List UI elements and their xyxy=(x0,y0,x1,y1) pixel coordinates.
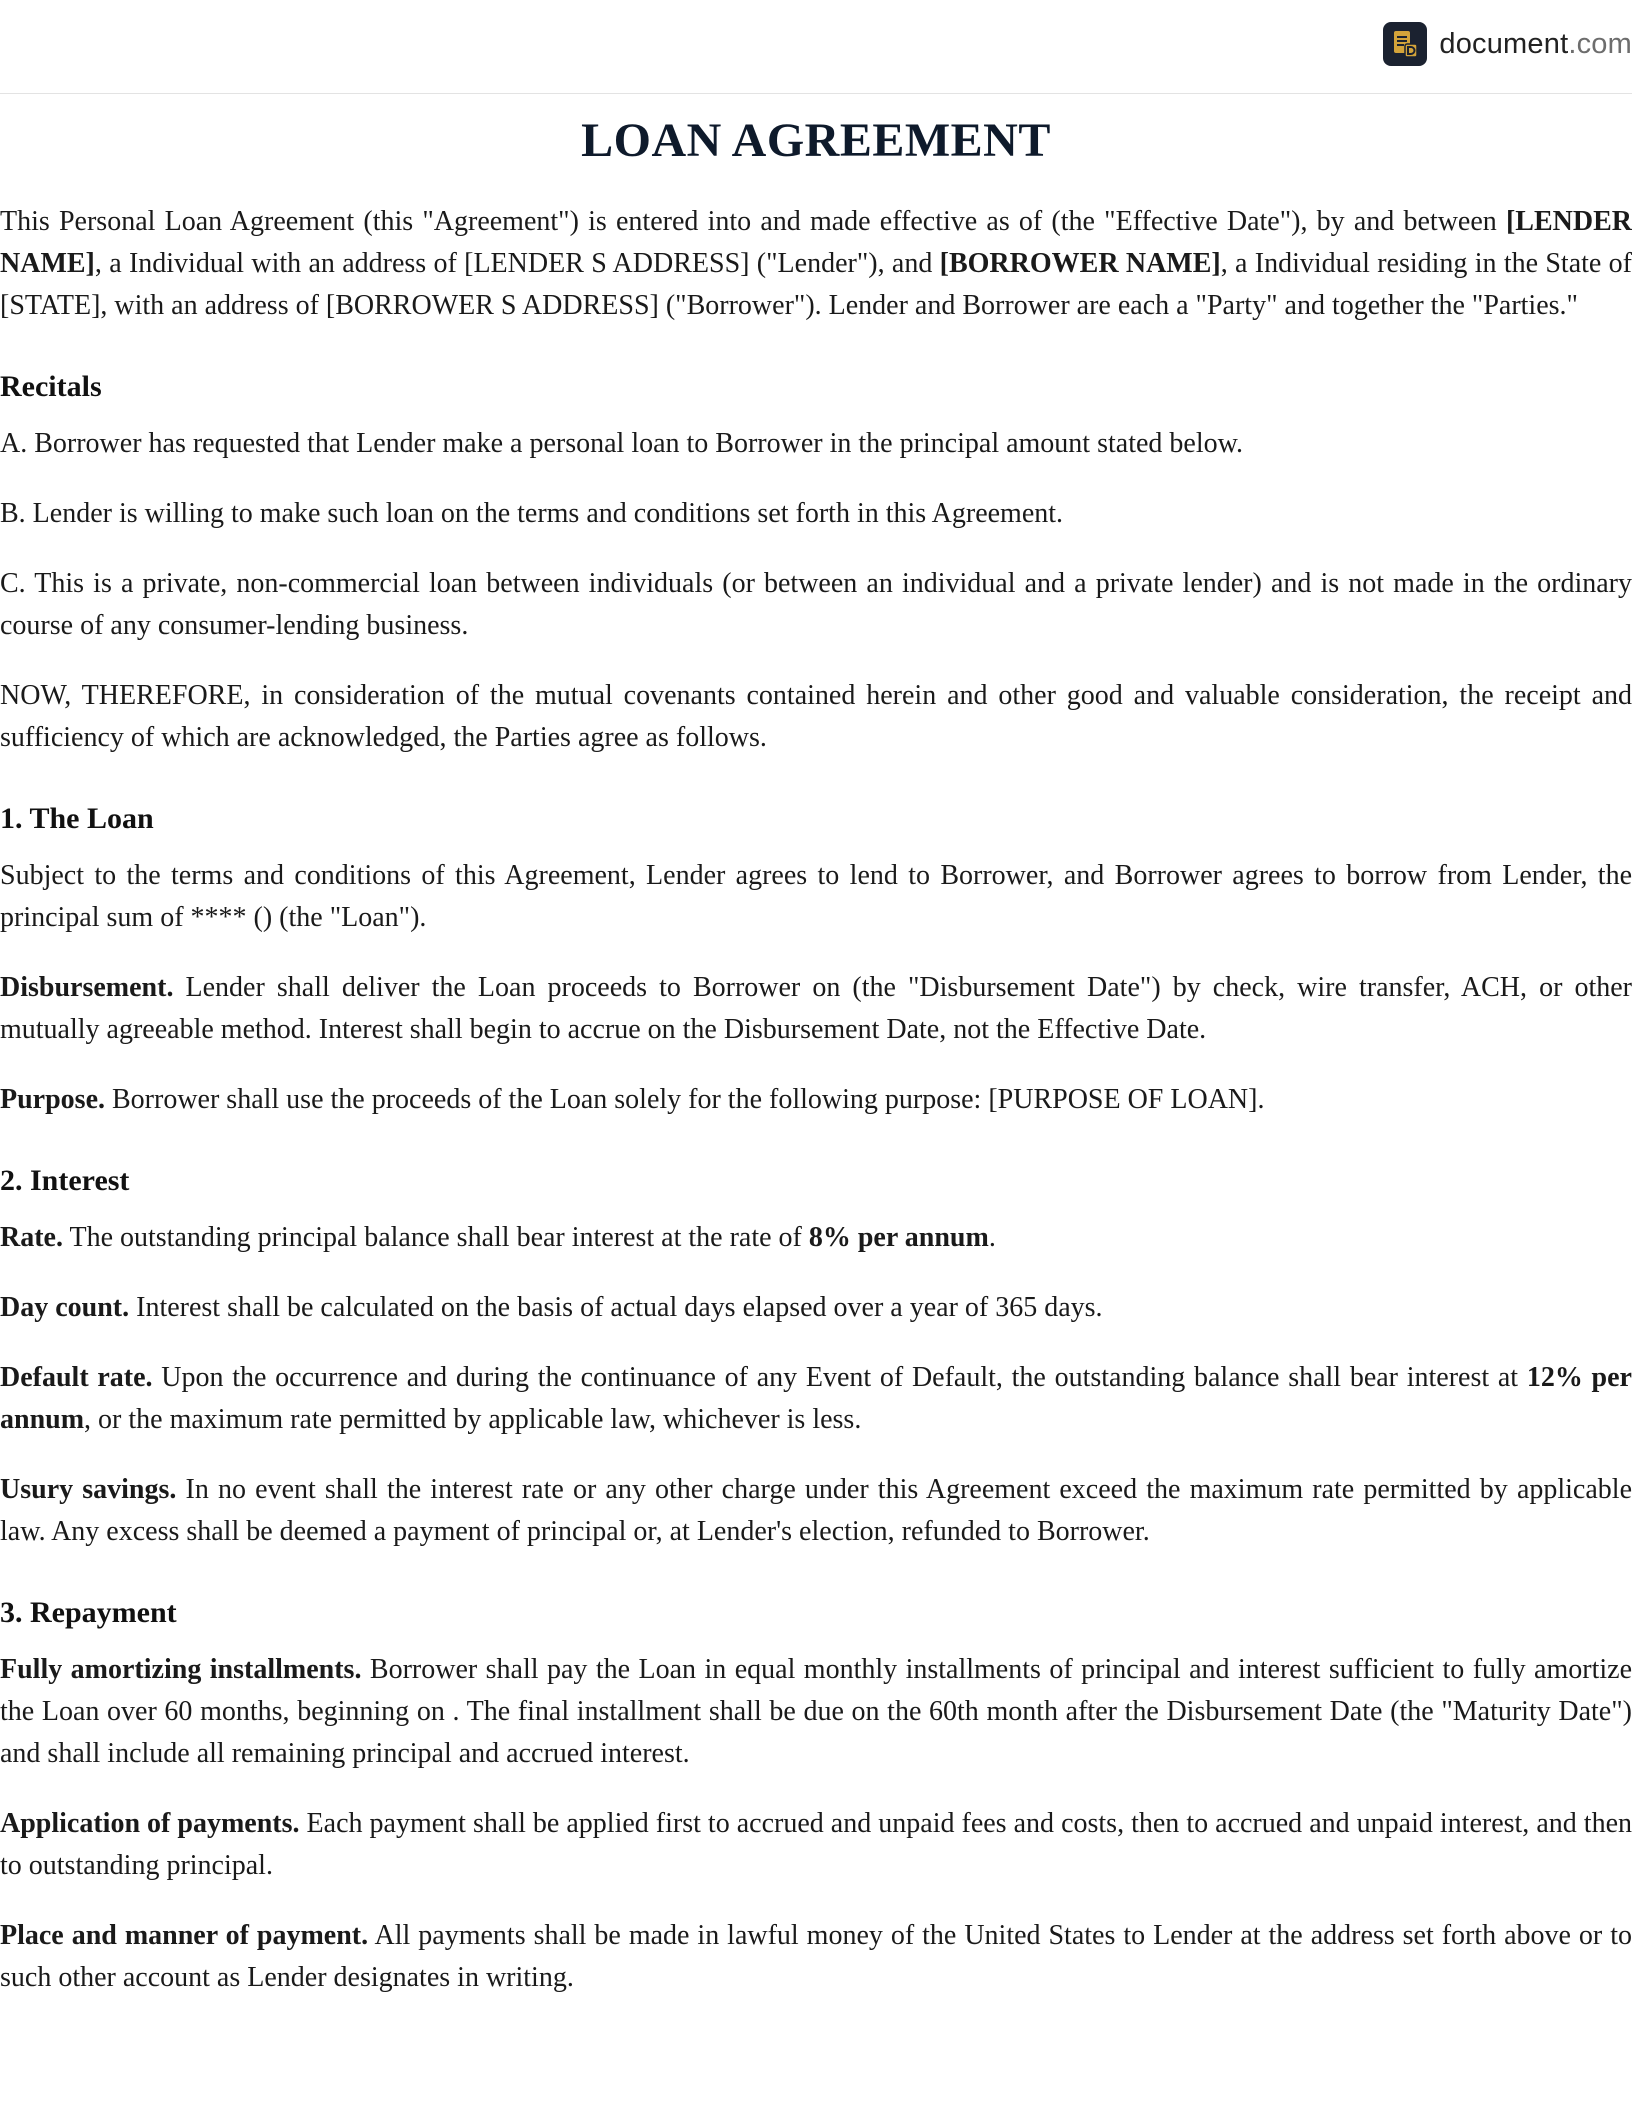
application-paragraph xyxy=(0,1803,1632,1887)
rate-paragraph xyxy=(0,1217,1632,1259)
borrower-name: [BORROWER NAME] xyxy=(939,248,1221,279)
disbursement-label: Disbursement. xyxy=(0,972,174,1003)
rate-text: The outstanding principal balance shall bear interest at the rate of xyxy=(62,1222,809,1253)
loan-paragraph: Subject to the terms and conditions of this Agreement, Lender agrees to lend to Borrower, and Borrower agrees to borrow from Lender, the principal sum of **** () (the "Loan"). xyxy=(0,860,1632,933)
application-text: Each payment shall be applied first to accrued and unpaid fees and costs, then to accrued and unpaid interest, and then to outstanding principal. xyxy=(0,1808,1632,1881)
intro-paragraph xyxy=(0,201,1632,327)
place-manner-text: All payments shall be made in lawful money of the United States to Lender at the address set forth above or to such other account as Lender designates in writing. xyxy=(0,1920,1632,1993)
default-rate-paragraph xyxy=(0,1357,1632,1441)
disbursement-text: Lender shall deliver the Loan proceeds to Borrower on (the "Disbursement Date") by check, wire transfer, ACH, or other mutually agreeable method. Interest shall begin to accrue on the Disbursement Date, not the Effective Date. xyxy=(0,972,1632,1045)
document-body xyxy=(0,93,1632,1999)
default-rate-label: Default rate. xyxy=(0,1362,153,1393)
brand-name-tld: .com xyxy=(1568,27,1632,60)
place-manner-label: Place and manner of payment. xyxy=(0,1920,369,1951)
intro-text-1: This Personal Loan Agreement (this "Agreement") is entered into and made effective as of (the "Effective Date"), by and between xyxy=(0,206,1506,237)
top-bar xyxy=(0,0,1632,94)
recital-a: A. Borrower has requested that Lender make a personal loan to Borrower in the principal amount stated below. xyxy=(0,428,1244,459)
interest-heading: 2. Interest xyxy=(0,1164,130,1197)
installments-label: Fully amortizing installments. xyxy=(0,1654,362,1685)
day-count-label: Day count. xyxy=(0,1292,130,1323)
default-rate-text: Upon the occurrence and during the continuance of any Event of Default, the outstanding balance shall bear interest at xyxy=(152,1362,1527,1393)
brand[interactable] xyxy=(1383,22,1632,66)
day-count-paragraph xyxy=(0,1287,1632,1329)
usury-paragraph xyxy=(0,1469,1632,1553)
brand-name xyxy=(1439,28,1632,61)
default-rate-end: , or the maximum rate permitted by applicable law, whichever is less. xyxy=(84,1404,862,1435)
recitals-heading: Recitals xyxy=(0,370,102,403)
rate-end: . xyxy=(988,1222,996,1253)
repayment-heading: 3. Repayment xyxy=(0,1596,177,1629)
intro-text-3: , a Individual residing in the State of [STATE], with an address of [BORROWER S ADDRESS] ("Borrower"). Lender and Borrower are each a "Party" and together the "Parties." xyxy=(0,248,1632,321)
place-manner-paragraph xyxy=(0,1915,1632,1999)
document-logo-icon xyxy=(1383,22,1427,66)
installments-text: Borrower shall pay the Loan in equal monthly installments of principal and interest sufficient to fully amortize the Loan over 60 months, beginning on . The final installment shall be due on the 60th month after the Disbursement Date (the "Maturity Date") and shall include all remaining principal and accrued interest. xyxy=(0,1654,1632,1769)
intro-text-2: , a Individual with an address of [LENDER S ADDRESS] ("Lender"), and xyxy=(94,248,940,279)
installments-paragraph xyxy=(0,1649,1632,1775)
loan-heading: 1. The Loan xyxy=(0,802,154,835)
disbursement-paragraph xyxy=(0,967,1632,1051)
brand-name-main: document xyxy=(1439,27,1569,60)
purpose-text: Borrower shall use the proceeds of the Loan solely for the following purpose: [PURPOSE OF LOAN]. xyxy=(105,1084,1265,1115)
application-label: Application of payments. xyxy=(0,1808,300,1839)
document-title: LOAN AGREEMENT xyxy=(581,114,1051,167)
lender-name: [LENDER NAME] xyxy=(0,206,1632,279)
day-count-text: Interest shall be calculated on the basis of actual days elapsed over a year of 365 days. xyxy=(129,1292,1103,1323)
recital-c: C. This is a private, non-commercial loan between individuals (or between an individual and a private lender) and is not made in the ordinary course of any consumer-lending business. xyxy=(0,568,1632,641)
rate-label: Rate. xyxy=(0,1222,63,1253)
purpose-paragraph xyxy=(0,1079,1632,1121)
recital-b: B. Lender is willing to make such loan on the terms and conditions set forth in this Agreement. xyxy=(0,498,1064,529)
now-therefore-paragraph: NOW, THEREFORE, in consideration of the mutual covenants contained herein and other good and valuable consideration, the receipt and sufficiency of which are acknowledged, the Parties agree as follows. xyxy=(0,680,1632,753)
default-rate-value: 12% per annum xyxy=(0,1362,1632,1435)
purpose-label: Purpose. xyxy=(0,1084,105,1115)
usury-text: In no event shall the interest rate or any other charge under this Agreement exceed the maximum rate permitted by applicable law. Any excess shall be deemed a payment of principal or, at Lender's election, refunded to Borrower. xyxy=(0,1474,1632,1547)
usury-label: Usury savings. xyxy=(0,1474,177,1505)
rate-value: 8% per annum xyxy=(808,1222,989,1253)
